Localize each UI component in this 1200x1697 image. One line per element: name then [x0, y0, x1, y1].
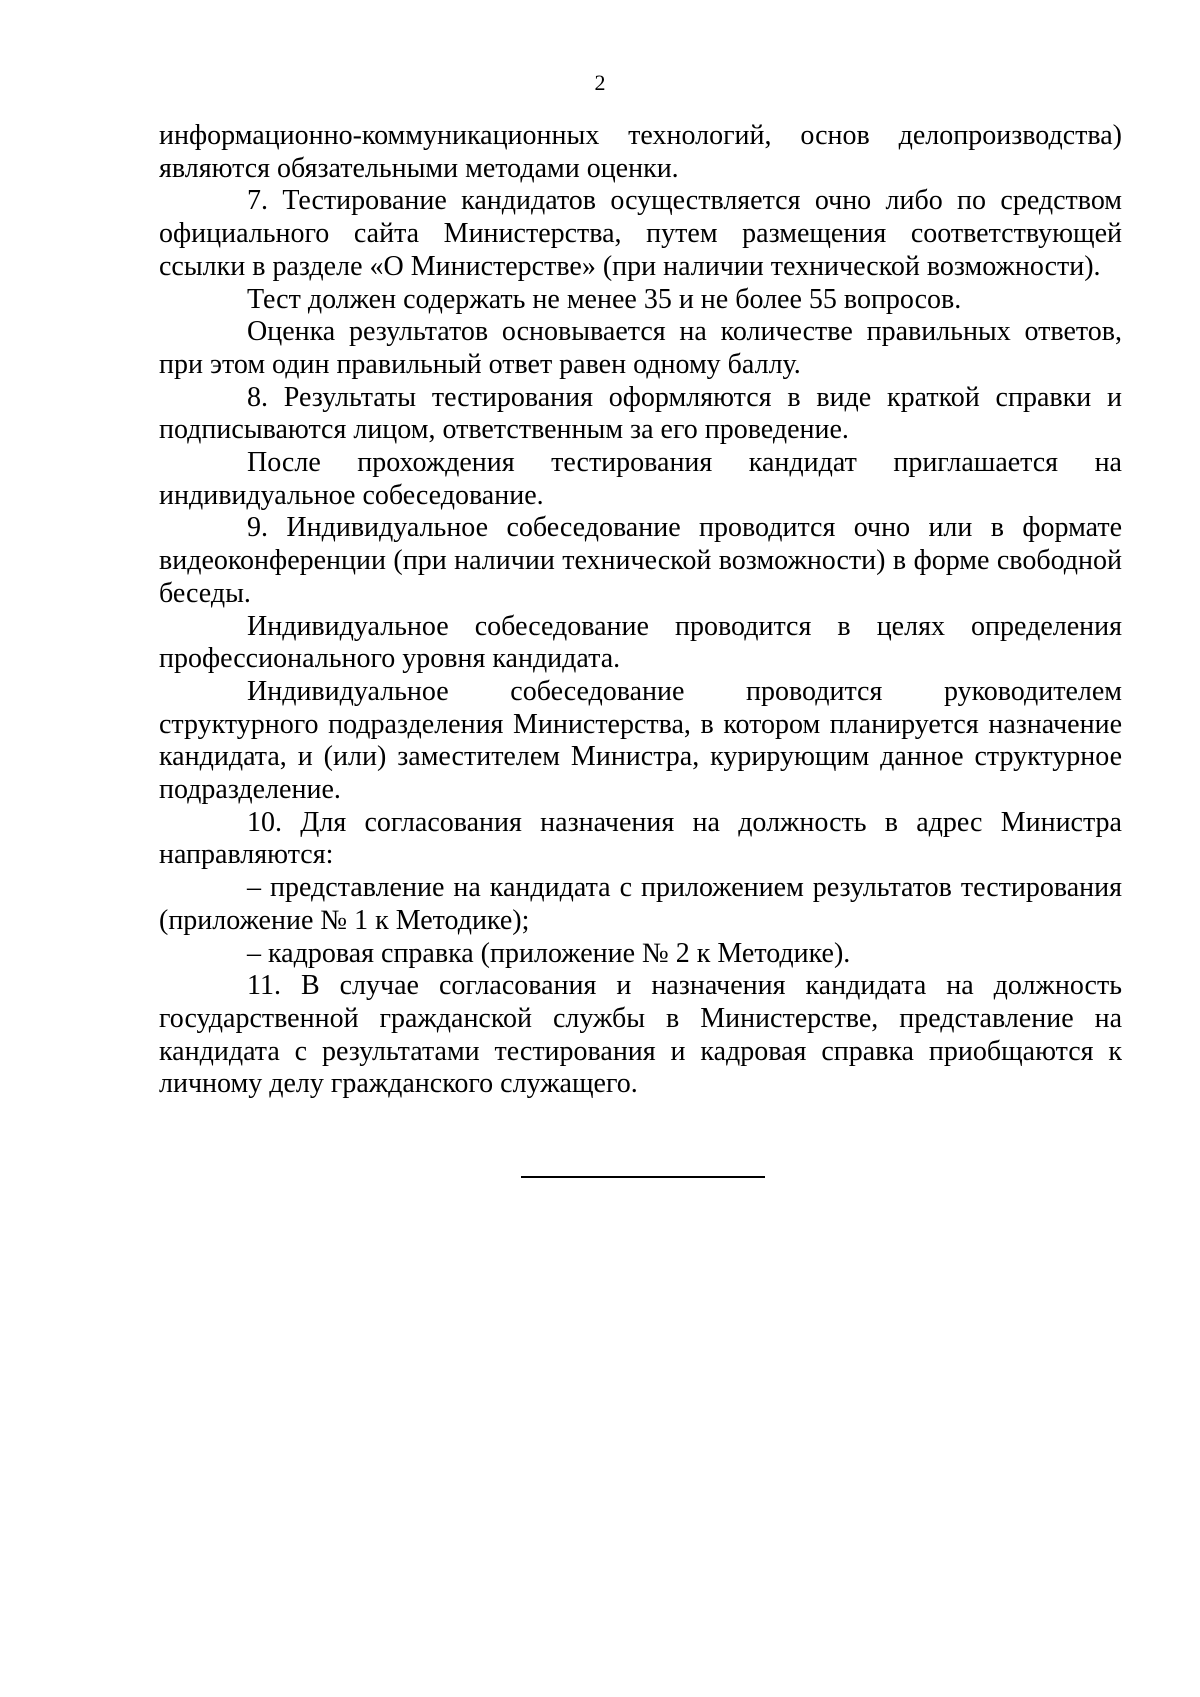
- paragraph-test-size: Тест должен содержать не менее 35 и не более 55 вопросов.: [247, 283, 962, 315]
- paragraph-interview-purpose: Индивидуальное собеседование проводится в целях определения профессионального уровня кандидата.: [159, 610, 1122, 675]
- paragraph-continuation: информационно-коммуникационных технологий, основ делопроизводства) являются обязательными методами оценки.: [159, 120, 1122, 184]
- end-divider-line: [521, 1176, 765, 1178]
- paragraph-item-7: 7. Тестирование кандидатов осуществляется очно либо по средством официального сайта Министерства, путем размещения соответствующей ссылки в разделе «О Министерстве» (при наличии технической возможности).: [159, 185, 1122, 282]
- paragraph-item-10: 10. Для согласования назначения на должность в адрес Министра направляются:: [159, 806, 1122, 871]
- document-body: [159, 120, 1122, 1101]
- paragraph-interview-conductor: Индивидуальное собеседование проводится руководителем структурного подразделения Министерства, в котором планируется назначение кандидата, и (или) заместителем Министра, курирующим данное структурное подразделение.: [159, 675, 1122, 806]
- paragraph-item-11: 11. В случае согласования и назначения кандидата на должность государственной гражданской службы в Министерстве, представление на кандидата с результатами тестирования и кадровая справка приобщаются к личному делу гражданского служащего.: [159, 970, 1122, 1100]
- paragraph-item-9: 9. Индивидуальное собеседование проводится очно или в формате видеоконференции (при наличии технической возможности) в форме свободной беседы.: [159, 512, 1122, 609]
- page-number: 2: [594, 70, 606, 95]
- paragraph-interview-invite: После прохождения тестирования кандидат приглашается на индивидуальное собеседование.: [159, 447, 1122, 511]
- paragraph-scoring: Оценка результатов основывается на количестве правильных ответов, при этом один правильный ответ равен одному баллу.: [159, 316, 1122, 380]
- list-item-recommendation: – представление на кандидата с приложением результатов тестирования (приложение № 1 к Методике);: [159, 872, 1122, 936]
- paragraph-item-8: 8. Результаты тестирования оформляются в виде краткой справки и подписываются лицом, ответственным за его проведение.: [159, 381, 1122, 446]
- list-item-personnel-reference: – кадровая справка (приложение № 2 к Методике).: [247, 937, 851, 969]
